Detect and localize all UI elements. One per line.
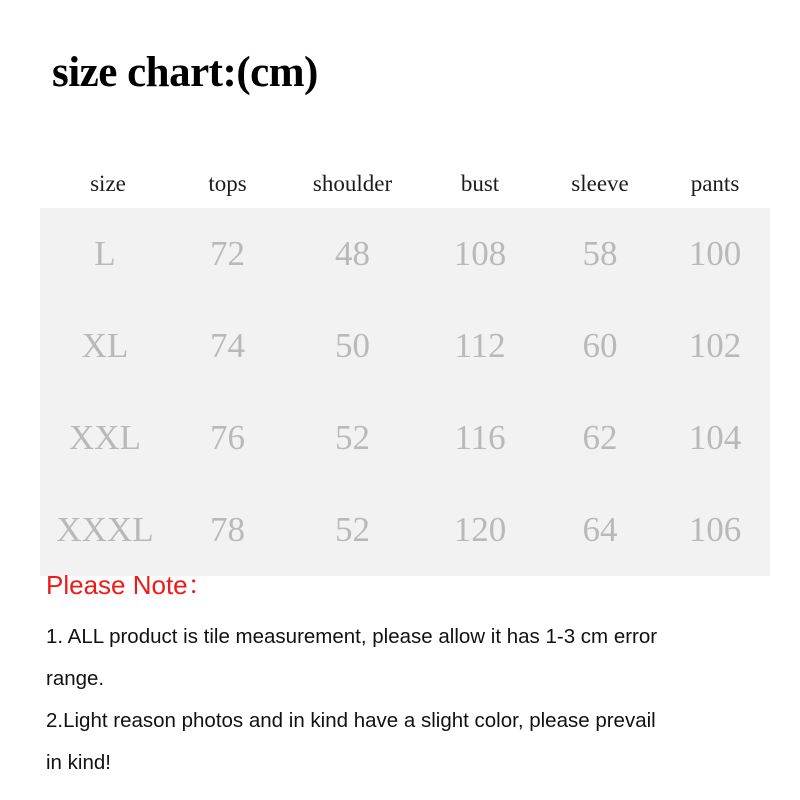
cell-shoulder: 48	[335, 234, 370, 273]
size-chart-table-wrapper	[40, 160, 770, 576]
cell-tops: 72	[210, 234, 245, 273]
notes-heading: Please Note：	[46, 570, 214, 600]
cell-shoulder: 50	[335, 326, 370, 365]
cell-sleeve: 58	[582, 234, 618, 273]
note-line: range.	[46, 667, 105, 690]
table-header	[40, 160, 770, 208]
cell-pants: 104	[688, 418, 742, 457]
column-header-shoulder: shoulder	[312, 171, 393, 196]
cell-tops: 78	[210, 510, 245, 549]
cell-sleeve: 60	[582, 326, 618, 365]
column-header-size: size	[90, 171, 126, 196]
page-title: size chart:(cm)	[52, 49, 318, 96]
cell-tops: 74	[210, 326, 245, 365]
table-row	[40, 392, 770, 484]
column-header-pants: pants	[690, 171, 740, 196]
cell-size: XXXL	[56, 510, 154, 549]
table-header-row	[40, 160, 770, 208]
table-row	[40, 208, 770, 300]
notes-section	[46, 565, 786, 784]
cell-bust: 116	[454, 418, 506, 457]
cell-pants: 102	[688, 326, 742, 365]
size-chart-table	[40, 160, 770, 576]
cell-pants: 100	[688, 234, 742, 273]
cell-size: L	[94, 234, 116, 273]
table-body	[40, 208, 770, 576]
cell-size: XL	[81, 326, 129, 365]
cell-bust: 108	[453, 234, 507, 273]
cell-shoulder: 52	[335, 510, 370, 549]
cell-tops: 76	[210, 418, 245, 457]
column-header-tops: tops	[208, 171, 247, 196]
cell-sleeve: 62	[582, 418, 618, 457]
note-line: 1. ALL product is tile measurement, please allow it has 1-3 cm error	[46, 625, 658, 648]
cell-bust: 112	[454, 326, 506, 365]
note-line: in kind!	[46, 751, 111, 774]
column-header-bust: bust	[460, 171, 500, 196]
note-item-2	[46, 700, 786, 784]
note-line: 2.Light reason photos and in kind have a slight color, please prevail	[46, 709, 656, 732]
note-item-1	[46, 616, 786, 700]
cell-size: XXL	[69, 418, 141, 457]
cell-bust: 120	[453, 510, 507, 549]
cell-pants: 106	[688, 510, 742, 549]
table-row	[40, 484, 770, 576]
table-row	[40, 300, 770, 392]
cell-sleeve: 64	[582, 510, 618, 549]
column-header-sleeve: sleeve	[571, 171, 629, 196]
cell-shoulder: 52	[335, 418, 370, 457]
